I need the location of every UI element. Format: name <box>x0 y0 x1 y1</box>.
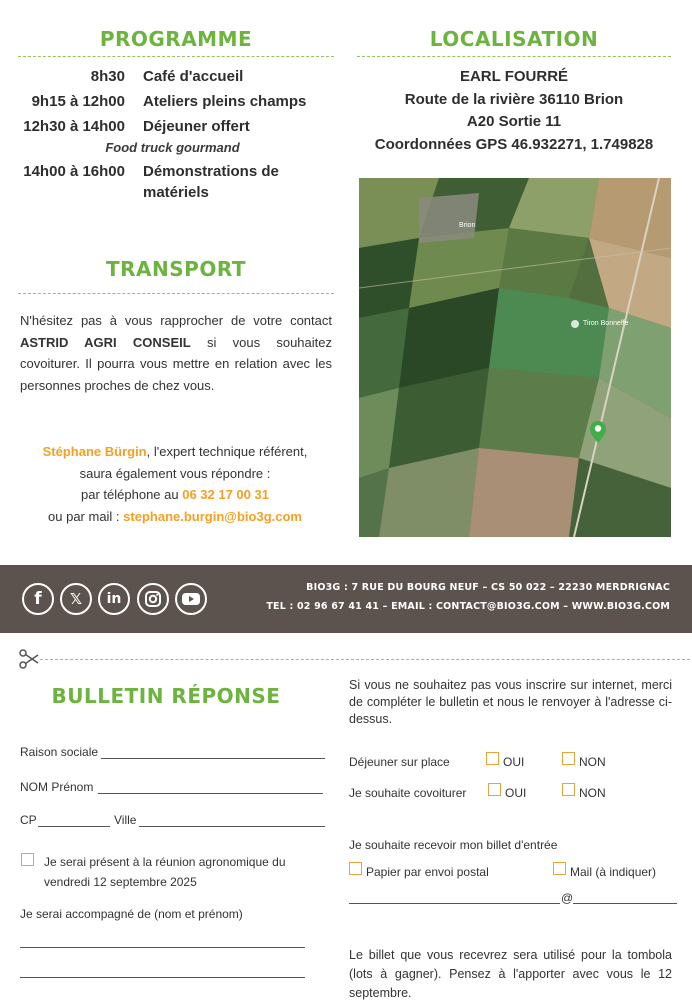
dejeuner-oui-checkbox[interactable] <box>486 752 499 765</box>
expert-name: Stéphane Bürgin <box>42 444 147 459</box>
raison-sociale-field[interactable] <box>101 758 325 759</box>
satellite-map[interactable] <box>359 178 671 537</box>
cp-field[interactable] <box>38 826 110 827</box>
programme-schedule <box>0 66 345 207</box>
phone-prefix: par téléphone au <box>81 487 183 502</box>
programme-divider <box>18 56 334 57</box>
schedule-time: 9h15 à 12h00 <box>31 93 125 110</box>
footer-contact: TEL : 02 96 67 41 41 – EMAIL : CONTACT@BIO3G.COM – WWW.BIO3G.COM <box>266 601 670 612</box>
covoiturer-non-checkbox[interactable] <box>562 783 575 796</box>
transport-divider <box>18 293 334 294</box>
contact-name: ASTRID AGRI CONSEIL <box>20 334 191 350</box>
localisation-divider <box>357 56 671 57</box>
accompagne-label: Je serai accompagné de (nom et prénom) <box>20 907 243 921</box>
expert-role: , l'expert technique référent, <box>146 444 308 459</box>
covoiturer-non-label: NON <box>579 786 606 800</box>
linkedin-icon[interactable]: in <box>98 583 130 615</box>
youtube-icon[interactable] <box>175 583 207 615</box>
gps-coordinates: Coordonnées GPS 46.932271, 1.749828 <box>374 135 654 153</box>
raison-sociale-label: Raison sociale <box>20 745 99 759</box>
dejeuner-label: Déjeuner sur place <box>349 755 450 769</box>
farm-name: EARL FOURRÉ <box>459 68 569 85</box>
expert-line-1 <box>10 441 340 463</box>
expert-line-2: saura également vous répondre : <box>79 465 271 481</box>
bulletin-intro: Si vous ne souhaitez pas vous inscrire sur internet, merci de compléter le bulletin et nous le renvoyer à l'adresse ci-dessus. <box>349 678 672 726</box>
ville-label: Ville <box>114 813 137 827</box>
email-link[interactable]: stephane.burgin@bio3g.com <box>123 508 302 524</box>
schedule-row <box>0 116 345 137</box>
scissors-icon <box>18 648 40 670</box>
transport-text-after: si vous souhaitez covoiturer. Il pourra vous mettre en relation avec les personnes proches de chez vous. <box>20 334 332 393</box>
schedule-activity: Café d'accueil <box>143 68 244 85</box>
map-town-label: Brion <box>459 222 476 229</box>
location-pin-icon[interactable] <box>590 421 606 443</box>
schedule-activity: Démonstrations de matériels <box>143 163 279 201</box>
presence-label-line-2: vendredi 12 septembre 2025 <box>44 875 197 889</box>
transport-title: TRANSPORT <box>106 257 246 281</box>
programme-title: PROGRAMME <box>99 27 253 51</box>
covoiturer-label: Je souhaite covoiturer <box>349 786 467 800</box>
schedule-time: 8h30 <box>90 68 125 85</box>
email-at-sign: @ <box>561 891 574 905</box>
address-road: Route de la rivière 36110 Brion <box>404 90 624 108</box>
ville-field[interactable] <box>139 826 325 827</box>
email-domain-field[interactable] <box>573 903 677 904</box>
map-place-label: Tiron Bonneffe <box>583 320 629 327</box>
phone-number[interactable]: 06 32 17 00 31 <box>182 487 269 502</box>
schedule-note: Food truck gourmand <box>105 140 240 155</box>
footer-address: BIO3G : 7 RUE DU BOURG NEUF – CS 50 022 – 22230 MERDRIGNAC <box>306 582 670 593</box>
billet-title: Je souhaite recevoir mon billet d'entrée <box>349 838 558 852</box>
localisation-address <box>352 66 676 156</box>
localisation-title: LOCALISATION <box>429 27 599 51</box>
schedule-time: 14h00 à 16h00 <box>23 163 125 180</box>
nom-prenom-field[interactable] <box>98 793 323 794</box>
covoiturer-oui-label: OUI <box>505 786 527 800</box>
presence-label-line-1: Je serai présent à la réunion agronomique du <box>44 855 286 869</box>
presence-checkbox[interactable] <box>21 853 34 866</box>
dejeuner-non-checkbox[interactable] <box>562 752 575 765</box>
papier-checkbox[interactable] <box>349 862 362 875</box>
covoiturer-oui-checkbox[interactable] <box>488 783 501 796</box>
schedule-row <box>0 66 345 87</box>
expert-mail-line <box>10 506 340 528</box>
mail-prefix: ou par mail : <box>48 508 124 524</box>
map-image <box>359 178 671 537</box>
mail-checkbox[interactable] <box>553 862 566 875</box>
transport-text-before: N'hésitez pas à vous rapprocher de votre contact <box>20 313 332 328</box>
instagram-icon[interactable] <box>137 583 169 615</box>
mail-label: Mail (à indiquer) <box>570 865 657 879</box>
bulletin-title: BULLETIN RÉPONSE <box>51 684 281 708</box>
facebook-icon[interactable]: f <box>22 583 54 615</box>
accompagne-field-2[interactable] <box>20 977 305 978</box>
schedule-activity: Ateliers pleins champs <box>143 93 307 110</box>
tombola-note: Le billet que vous recevrez sera utilisé pour la tombola (lots à gagner). Pensez à l'apporter avec vous le 12 septembre. <box>349 948 672 1000</box>
dejeuner-oui-label: OUI <box>503 755 525 769</box>
expert-contact <box>10 441 340 527</box>
cut-line <box>40 659 690 660</box>
schedule-row <box>0 161 345 203</box>
schedule-time: 12h30 à 14h00 <box>23 118 125 135</box>
transport-paragraph <box>20 310 332 396</box>
footer-band <box>0 565 692 633</box>
cp-label: CP <box>20 813 37 827</box>
schedule-activity: Déjeuner offert <box>143 118 250 135</box>
address-exit: A20 Sortie 11 <box>466 113 562 130</box>
papier-label: Papier par envoi postal <box>366 865 489 879</box>
nom-prenom-label: NOM Prénom <box>20 780 94 794</box>
dejeuner-non-label: NON <box>579 755 606 769</box>
schedule-row <box>0 91 345 112</box>
x-icon[interactable]: 𝕏 <box>60 583 92 615</box>
accompagne-field-1[interactable] <box>20 947 305 948</box>
expert-phone-line <box>10 484 340 506</box>
email-local-field[interactable] <box>349 903 560 904</box>
